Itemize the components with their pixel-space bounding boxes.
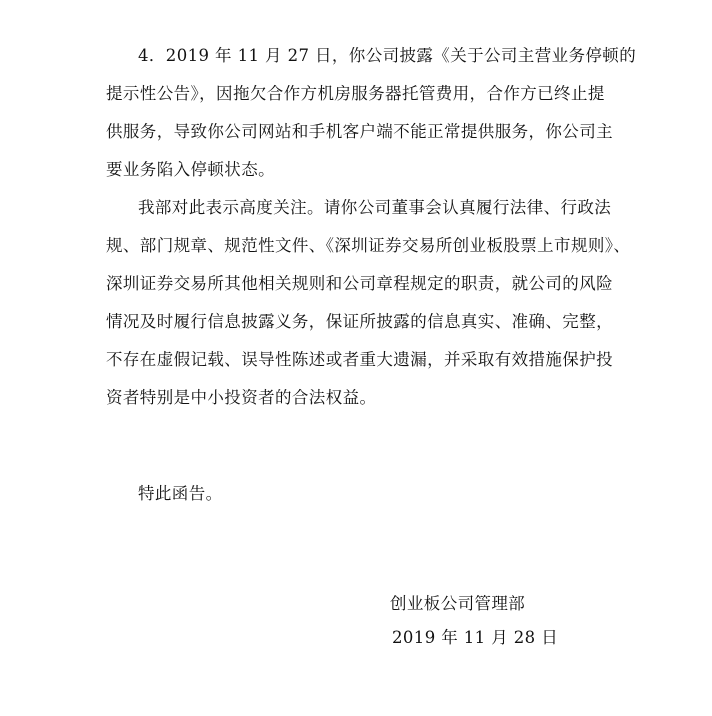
paragraph-concern-line-1: 我部对此表示高度关注。请你公司董事会认真履行法律、行政法 <box>138 198 612 217</box>
paragraph-concern-line-5: 不存在虚假记载、误导性陈述或者重大遗漏，并采取有效措施保护投 <box>106 350 613 369</box>
paragraph-4-line-2: 提示性公告》，因拖欠合作方机房服务器托管费用，合作方已终止提 <box>106 84 605 103</box>
paragraph-concern-line-3: 深圳证券交易所其他相关规则和公司章程规定的职责，就公司的风险 <box>106 274 613 293</box>
paragraph-4-line-1: 4．2019 年 11 月 27 日，你公司披露《关于公司主营业务停顿的 <box>138 46 637 65</box>
closing-remark: 特此函告。 <box>138 484 223 503</box>
paragraph-concern-line-2: 规、部门规章、规范性文件、《深圳证券交易所创业板股票上市规则》、 <box>106 236 631 255</box>
paragraph-4-line-3: 供服务，导致你公司网站和手机客户端不能正常提供服务，你公司主 <box>106 122 613 141</box>
signature-department: 创业板公司管理部 <box>390 594 526 613</box>
signature-date: 2019 年 11 月 28 日 <box>392 628 559 647</box>
paragraph-concern-line-6: 资者特别是中小投资者的合法权益。 <box>106 388 377 407</box>
paragraph-concern-line-4: 情况及时履行信息披露义务，保证所披露的信息真实、准确、完整， <box>106 312 613 331</box>
paragraph-4-line-4: 要业务陷入停顿状态。 <box>106 160 275 179</box>
